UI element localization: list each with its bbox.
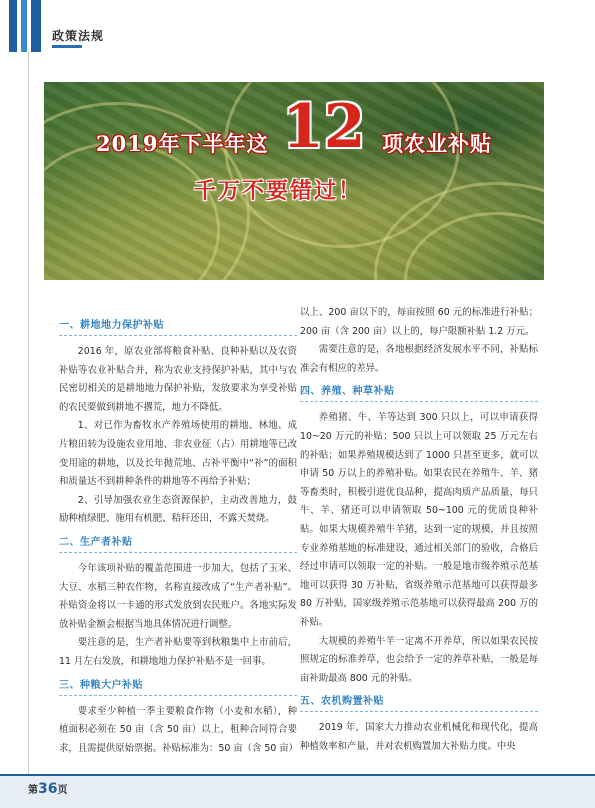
page-suffix: 页 xyxy=(57,785,68,796)
heading-farmland-subsidy: 一、耕地地力保护补贴 xyxy=(59,318,297,336)
page-prefix: 第 xyxy=(28,785,38,796)
heading-machinery-subsidy: 五、农机购置补贴 xyxy=(300,694,538,712)
paragraph: 2、引导加强农业生态资源保护，主动改善地力，鼓励种植绿肥、施用有机肥、秸秆还田，不露天焚烧。 xyxy=(59,494,297,525)
paragraph: 要求至少种植一季主要粮食作物（小麦和水稻），种植面积必须在 50 亩（含 50 亩）以上，租种合同符合要求，且需提供原始票据。补贴标准为：50 亩（含 50 亩） xyxy=(59,705,299,754)
margin-rule xyxy=(28,52,29,774)
heading-breeding-subsidy: 四、养殖、种草补贴 xyxy=(300,384,538,402)
section-label: 政策法规 xyxy=(52,29,105,43)
heading-producer-subsidy: 二、生产者补贴 xyxy=(59,535,297,553)
paragraph: 2019 年，国家大力推动农业机械化和现代化，提高种植效率和产量，并对农机购置加大补贴力度。中央 xyxy=(300,722,538,752)
paragraph: 2016 年，原农业部将粮食补贴、良种补贴以及农资补贴等农业补贴合并，称为农业支持保护补贴，其中与农民密切相关的是耕地地力保护补贴，发放要求为享受补贴的农民要做到耕地不撂荒，地力不降低。 xyxy=(59,346,297,413)
header-bar-1 xyxy=(9,0,17,52)
paragraph: 要注意的是，生产者补贴要等到秋粮集中上市前后，11 月左右发放，和耕地地力保护补贴不是一回事。 xyxy=(59,637,297,667)
section-underline xyxy=(52,45,82,48)
banner-title-part1: 2019年下半年这 xyxy=(96,131,269,156)
banner-subtitle: 千万不要错过！ xyxy=(194,178,363,204)
banner-image xyxy=(44,82,544,280)
paragraph: 大规模的养殖牛羊一定离不开养草，所以如果农民按照规定的标准养草，也会给予一定的养草补贴，一般是每亩补助最高 800 元的补贴。 xyxy=(300,635,538,684)
paragraph: 需要注意的是，各地根据经济发展水平不同，补贴标准会有相应的差异。 xyxy=(300,344,538,374)
banner-title-part2: 项农业补贴 xyxy=(382,131,492,156)
page-number-value: 36 xyxy=(38,781,58,797)
heading-large-grower-subsidy: 三、种粮大户补贴 xyxy=(59,678,297,696)
right-column xyxy=(300,304,538,756)
paragraph: 今年该项补贴的覆盖范围进一步加大，包括了玉米、大豆、水稻三种农作物，名称直接改成了“生产者补贴”。补贴资金将以一卡通的形式发放到农民账户。各地实际发放补贴金额会根据当地具体情况进行调整。 xyxy=(59,562,297,630)
left-column xyxy=(59,318,297,758)
page-number xyxy=(28,781,67,797)
footer-band xyxy=(0,776,595,808)
header-bar-2 xyxy=(21,0,27,52)
paragraph: 养殖猪、牛、羊等达到 300 只以上，可以申请获得 10~20 万元的补贴；500 只以上可以领取 25 万元左右的补贴；如果养殖规模达到了 1000 只甚至更多，就可以申请 50 万以上的养殖补贴。如果农民在养殖牛、羊、猪等畜类时，积极引进优良品种，提高肉质产品质量，每只牛、羊、猪还可以申请领取 50~100 元的优质良种补贴。如果大规模养殖牛羊猪，达到一定的规模，并且按照专业养殖基地的标准建设，通过相关部门的验收，合格后经过申请可以领取一定的补贴。一般是地市级养殖示范基地可以获得 30 万补贴，省级养殖示范基地可以获得最多 80 万补贴，国家级养殖示范基地可以获得最高 200 万的补贴。 xyxy=(300,412,538,628)
header-bar-3 xyxy=(31,0,41,52)
paragraph: 1、对已作为畜牧水产养殖场使用的耕地、林地、成片粮田转为设施农业用地、非农业征（占）用耕地等已改变用途的耕地，以及长年抛荒地、占补平衡中“补”的面积和质量达不到耕种条件的耕地等不再给予补贴； xyxy=(59,420,297,488)
paragraph: 以上、200 亩以下的，每亩按照 60 元的标准进行补贴；200 亩（含 200 亩）以上的，每户限额补贴 1.2 万元。 xyxy=(300,307,538,337)
banner-title-number: 12 xyxy=(282,92,366,162)
